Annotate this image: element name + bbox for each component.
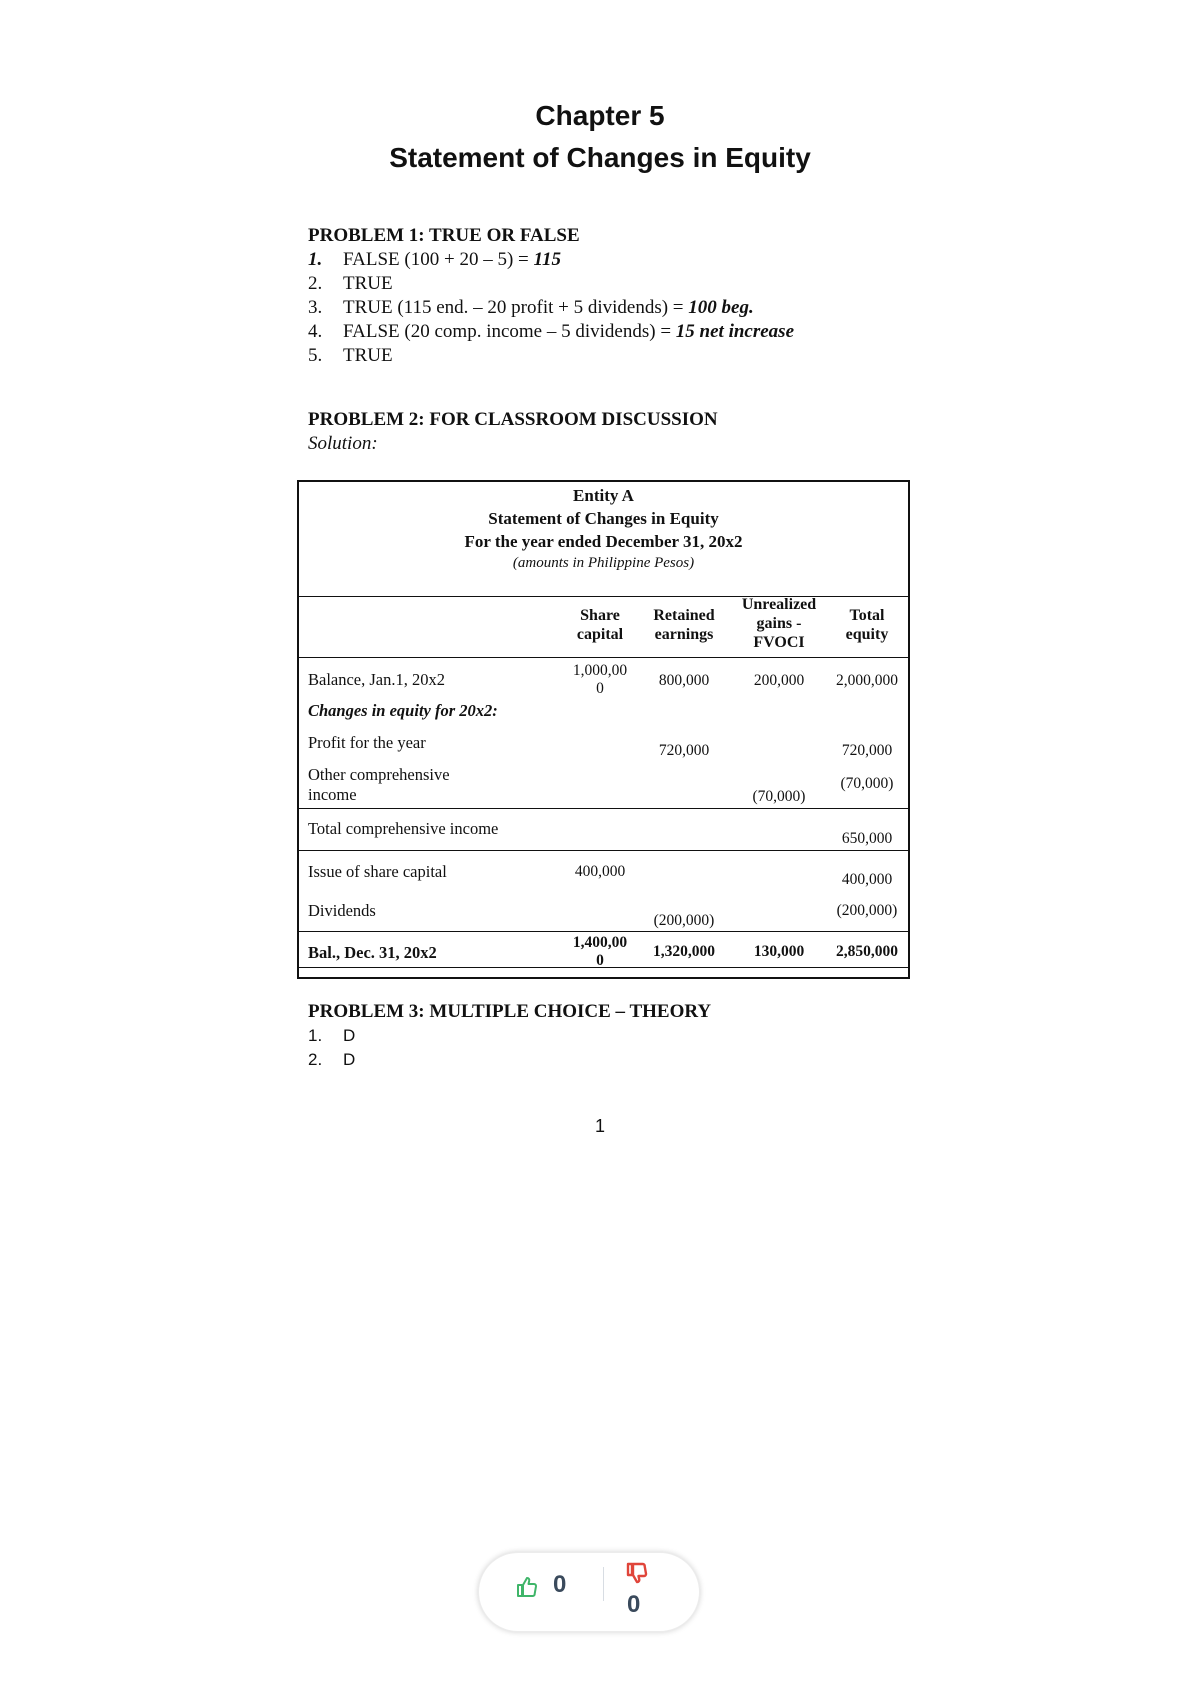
like-button[interactable] xyxy=(509,1571,591,1605)
header-line: earnings xyxy=(654,626,714,643)
cell-balance-jan-unrealized: 200,000 xyxy=(753,672,805,689)
table-title: Statement of Changes in Equity xyxy=(488,509,719,528)
cell-balance-jan-total: 2,000,000 xyxy=(836,672,898,689)
cell-balance-dec-unrealized: 130,000 xyxy=(753,943,805,960)
problem-3-section xyxy=(308,1000,928,1072)
row-label-balance-jan: Balance, Jan.1, 20x2 xyxy=(308,670,446,689)
table-period: For the year ended December 31, 20x2 xyxy=(464,532,743,551)
problem-1-heading: PROBLEM 1: TRUE OR FALSE xyxy=(308,225,580,246)
item-answer: 100 beg. xyxy=(688,297,754,318)
vote-divider xyxy=(603,1567,604,1601)
column-header-retained-earnings xyxy=(639,606,729,644)
problem-1-section xyxy=(308,224,928,368)
item-number: 1. xyxy=(308,1026,323,1045)
vote-widget xyxy=(478,1552,700,1632)
list-item xyxy=(308,1048,928,1072)
cell-profit-total: 720,000 xyxy=(841,742,893,759)
item-answer: 115 xyxy=(533,249,561,270)
page-number: 1 xyxy=(594,1116,605,1136)
label-line: Other comprehensive xyxy=(308,765,450,784)
cell-balance-jan-retained: 800,000 xyxy=(658,672,710,689)
solution-label: Solution: xyxy=(308,433,378,454)
row-label-total-comprehensive-income: Total comprehensive income xyxy=(308,819,499,838)
cell-profit-retained: 720,000 xyxy=(658,742,710,759)
table-divider xyxy=(299,808,908,809)
table-divider xyxy=(299,967,908,968)
label-line: income xyxy=(308,785,357,804)
problem-2-section xyxy=(308,408,928,456)
item-number: 2. xyxy=(308,1050,323,1069)
list-item xyxy=(308,272,928,296)
item-number: 1. xyxy=(308,249,323,270)
thumbs-down-icon xyxy=(625,1561,649,1590)
header-line: Unrealized xyxy=(741,596,817,613)
row-label-changes: Changes in equity for 20x2: xyxy=(308,701,498,720)
cell-line: 1,400,00 xyxy=(572,934,628,951)
cell-oci-total: (70,000) xyxy=(840,775,894,792)
cell-line: 0 xyxy=(596,952,604,969)
row-label-oci xyxy=(308,765,450,805)
column-header-share-capital xyxy=(565,606,635,644)
cell-balance-dec-retained: 1,320,000 xyxy=(653,943,715,960)
cell-issue-total: 400,000 xyxy=(841,871,893,888)
item-text: TRUE xyxy=(343,273,393,294)
header-line: Retained xyxy=(653,607,715,624)
cell-tci-total: 650,000 xyxy=(841,830,893,847)
item-text: TRUE xyxy=(343,345,393,366)
dislike-button[interactable] xyxy=(617,1561,657,1623)
column-header-unrealized-gains xyxy=(731,595,827,652)
equity-statement-table xyxy=(297,480,910,979)
row-label-dividends: Dividends xyxy=(308,901,376,920)
list-item xyxy=(308,248,928,272)
item-text: D xyxy=(343,1050,356,1069)
problem-2-heading: PROBLEM 2: FOR CLASSROOM DISCUSSION xyxy=(308,409,718,430)
table-units: (amounts in Philippine Pesos) xyxy=(512,555,695,571)
row-label-profit: Profit for the year xyxy=(308,733,426,752)
list-item xyxy=(308,320,928,344)
cell-line: 0 xyxy=(596,680,604,697)
item-number: 2. xyxy=(308,273,323,294)
header-line: Total xyxy=(849,607,885,624)
item-answer: 15 net increase xyxy=(675,321,795,342)
header-line: FVOCI xyxy=(753,634,805,651)
list-item xyxy=(308,344,928,368)
column-header-total-equity xyxy=(827,606,907,644)
table-entity: Entity A xyxy=(573,486,634,505)
item-text: D xyxy=(343,1026,356,1045)
item-number: 4. xyxy=(308,321,323,342)
list-item xyxy=(308,1024,928,1048)
cell-balance-dec-share-capital xyxy=(565,934,635,970)
table-divider xyxy=(299,657,908,658)
thumbs-up-icon xyxy=(515,1575,539,1604)
dislike-count: 0 xyxy=(627,1591,641,1618)
like-count: 0 xyxy=(553,1571,567,1598)
header-line: gains - xyxy=(756,615,802,632)
row-label-issue-share-capital: Issue of share capital xyxy=(308,862,447,881)
header-line: capital xyxy=(576,626,624,643)
cell-oci-unrealized: (70,000) xyxy=(752,788,806,805)
cell-balance-jan-share-capital xyxy=(565,662,635,698)
item-text: FALSE (100 + 20 – 5) = xyxy=(343,249,534,270)
document-title: Statement of Changes in Equity xyxy=(389,142,811,173)
problem-3-heading: PROBLEM 3: MULTIPLE CHOICE – THEORY xyxy=(308,1001,712,1022)
list-item xyxy=(308,296,928,320)
item-text: FALSE (20 comp. income – 5 dividends) = xyxy=(343,321,676,342)
row-label-balance-dec: Bal., Dec. 31, 20x2 xyxy=(308,943,437,962)
table-divider xyxy=(299,931,908,932)
cell-balance-dec-total: 2,850,000 xyxy=(836,943,898,960)
header-line: Share xyxy=(580,607,620,624)
chapter-title: Chapter 5 xyxy=(535,100,665,131)
table-divider xyxy=(299,850,908,851)
cell-dividends-retained: (200,000) xyxy=(653,912,715,929)
cell-issue-share-capital: 400,000 xyxy=(574,863,626,880)
header-line: equity xyxy=(845,626,889,643)
item-number: 3. xyxy=(308,297,323,318)
item-text: TRUE (115 end. – 20 profit + 5 dividends) = xyxy=(343,297,689,318)
cell-dividends-total: (200,000) xyxy=(836,902,898,919)
item-number: 5. xyxy=(308,345,323,366)
cell-line: 1,000,00 xyxy=(572,662,628,679)
